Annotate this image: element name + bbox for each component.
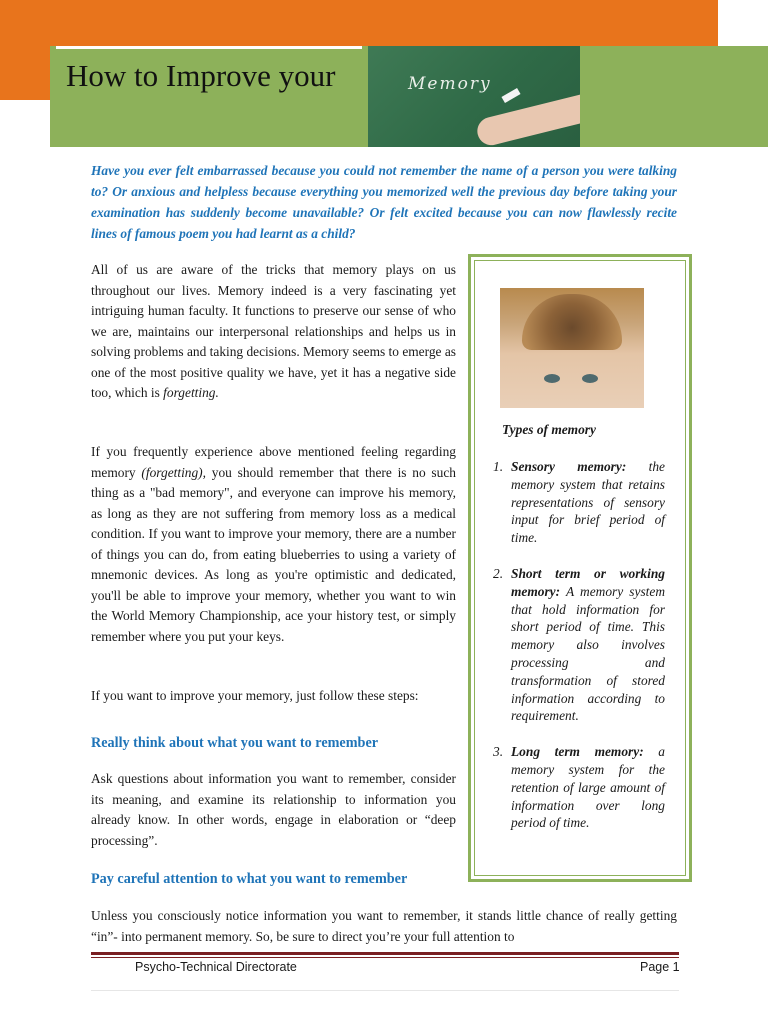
eyes-icon bbox=[542, 374, 602, 386]
body-paragraph-1: All of us are aware of the tricks that memory plays on us throughout our lives. Memory indeed is a very fascinating yet intriguing human faculty. It functions to preserve our sense of who we are, maintains our interpersonal relationships and helps us in solving problems and taking decisions. Memory seems to emerge as one of the most positive quality we have, yet it has a negative side too, which is forgetting. bbox=[91, 262, 456, 400]
chalkboard-image bbox=[368, 46, 580, 147]
list-item: 3. Long term memory: a memory system for the retention of large amount of information over long period of time. bbox=[493, 744, 666, 831]
chalk-stick-icon bbox=[501, 88, 520, 103]
body-paragraph-5: Unless you consciously notice information you want to remember, it stands little chance of really getting “in”- into permanent memory. So, be sure to direct you’re your full attention to bbox=[91, 908, 677, 944]
section-heading-1: Really think about what you want to remember bbox=[91, 735, 379, 751]
body-paragraph-4: Ask questions about information you want to remember, consider its meaning, and examine its relationship to information you already know. In other words, engage in elaboration or “deep processing”. bbox=[91, 771, 456, 848]
chalkboard-word: Memory bbox=[408, 74, 492, 94]
list-item: 1. Sensory memory: the memory system that retains representations of sensory input for brief period of time. bbox=[493, 459, 665, 546]
body-paragraph-2: If you frequently experience above mentioned feeling regarding memory (forgetting), you should remember that there is no such thing as a "bad memory", and everyone can improve his memory, as long as they are not suffering from memory loss as a medical condition. If you want to improve your memory, there are a number of things you can do, from eating blueberries to using a variety of mnemonic devices. As long as you're optimistic and dedicated, you'll be able to improve your memory, whether you want to win the World Memory Championship, ace your history test, or simply remember where you put your keys. bbox=[91, 444, 456, 644]
page-bottom-divider bbox=[91, 990, 679, 991]
body-paragraph-3: If you want to improve your memory, just follow these steps: bbox=[91, 688, 419, 703]
footer-organization: Psycho-Technical Directorate bbox=[135, 960, 297, 974]
footer-page-number: Page 1 bbox=[640, 960, 680, 974]
brain-library-image bbox=[500, 288, 644, 408]
hand-icon bbox=[474, 92, 580, 147]
list-item: 2. Short term or working memory: A memory system that hold information for short period of time. This memory also involves processing and transformation of stored information according to requirement. bbox=[493, 565, 665, 724]
footer-rule bbox=[91, 952, 679, 955]
types-of-memory-heading: Types of memory bbox=[502, 422, 596, 437]
section-heading-2: Pay careful attention to what you want to remember bbox=[91, 871, 408, 887]
page-title: How to Improve your bbox=[66, 58, 336, 93]
intro-paragraph: Have you ever felt embarrassed because you could not remember the name of a person you were talking to? Or anxious and helpless because everything you memorized well the previous day before taking your examination has suddenly become unavailable? Or felt excited because you can now flawlessly recite lines of famous poem you had learnt as a child? bbox=[91, 163, 677, 241]
open-head-bookshelf bbox=[522, 294, 622, 350]
header-white-line bbox=[56, 46, 362, 49]
footer-rule-thin bbox=[91, 957, 679, 958]
types-of-memory-list bbox=[493, 458, 665, 850]
